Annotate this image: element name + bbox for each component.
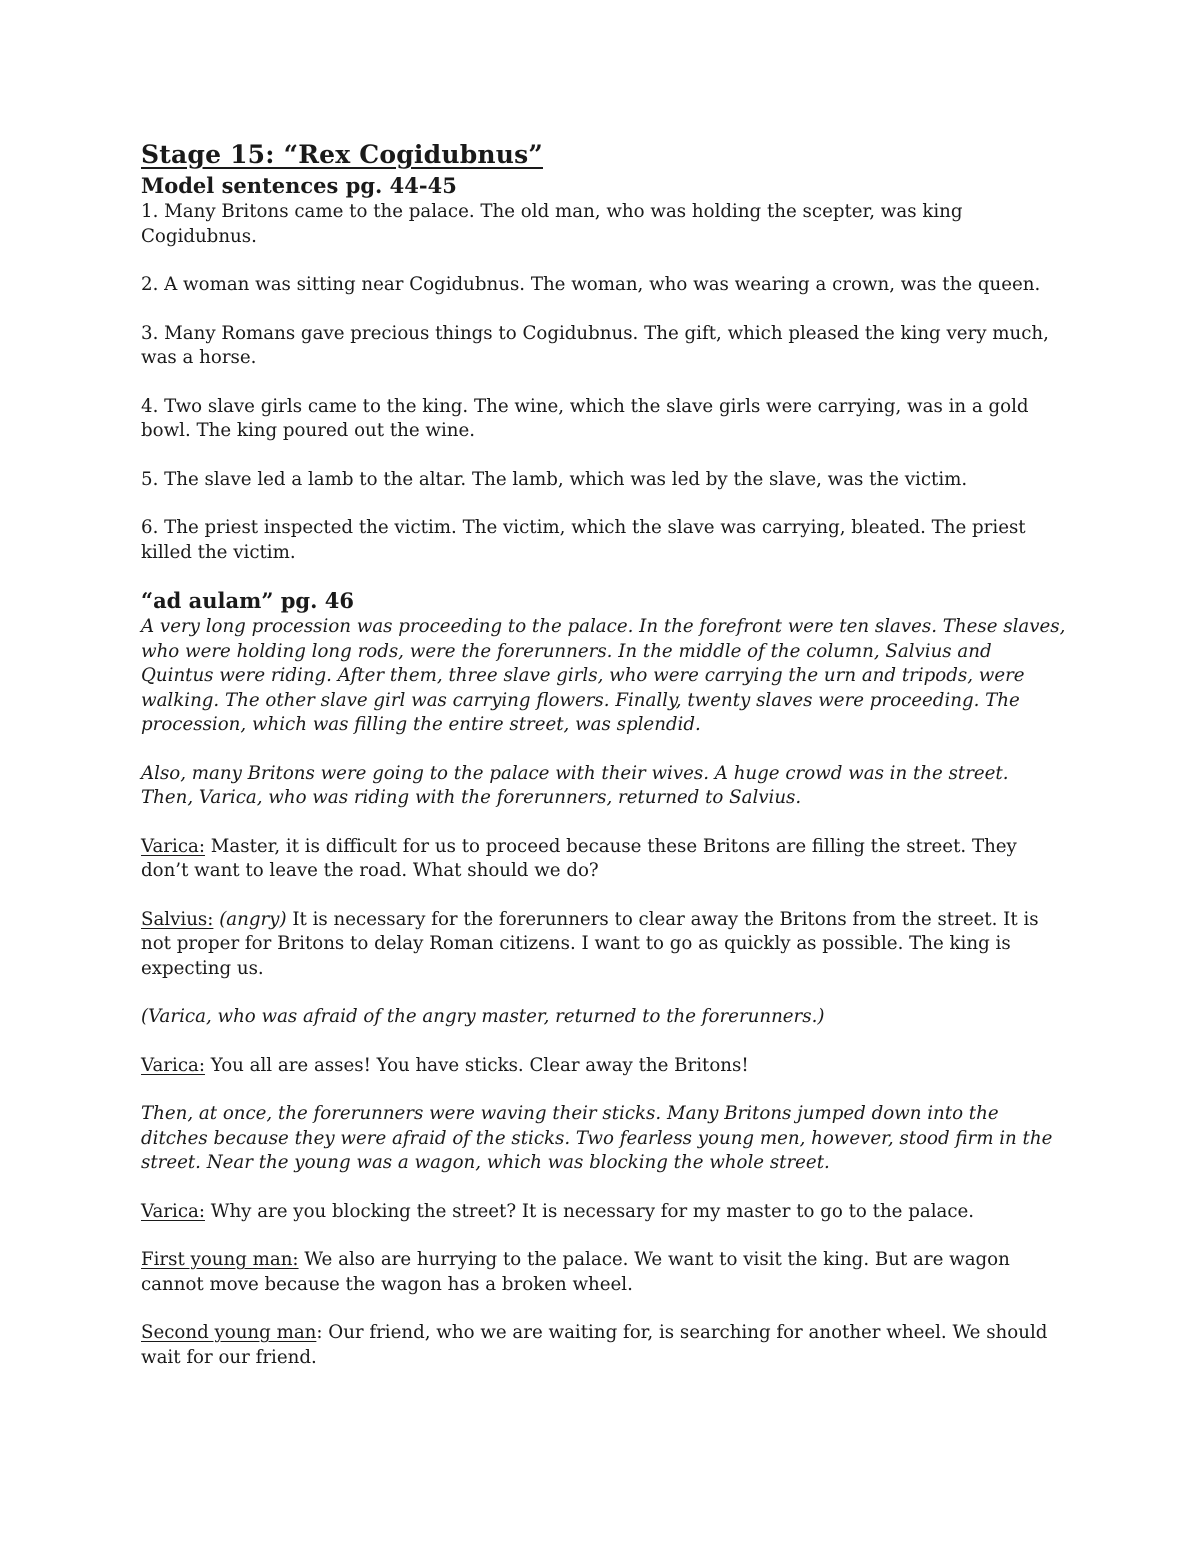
- story-body: [141, 615, 1066, 1370]
- dialogue-line: [141, 1321, 1066, 1370]
- dialogue-text: Why are you blocking the street? It is necessary for my master to go to the palace.: [204, 1200, 975, 1222]
- model-sentence-2: 2. A woman was sitting near Cogidubnus. The woman, who was wearing a crown, was the queen.: [141, 274, 1041, 295]
- narration-paragraph: Also, many Britons were going to the palace with their wives. A huge crowd was in the street. Then, Varica, who was riding with the forerunners, returned to Salvius.: [141, 762, 1009, 808]
- speaker-name: Second young man: [141, 1322, 317, 1343]
- dialogue-text: It is necessary for the forerunners to clear away the Britons from the street. It is not proper for Britons to delay Roman citizens. I want to go as quickly as possible. The king is expecting us.: [141, 908, 1039, 979]
- dialogue-line: [141, 1054, 1066, 1079]
- model-sentence-3: 3. Many Romans gave precious things to Cogidubnus. The gift, which pleased the king very much, was a horse.: [141, 322, 1049, 368]
- page-title: Stage 15: “Rex Cogidubnus”: [141, 140, 543, 169]
- dialogue-line: [141, 835, 1066, 884]
- narration-paragraph: (Varica, who was afraid of the angry master, returned to the forerunners.): [141, 1006, 825, 1027]
- dialogue-line: [141, 1248, 1066, 1297]
- speaker-name: Varica:: [141, 1054, 205, 1076]
- dialogue-line: [141, 908, 1066, 982]
- model-sentence-5: 5. The slave led a lamb to the altar. The lamb, which was led by the slave, was the victim.: [141, 468, 968, 490]
- stage-direction: (angry): [219, 908, 287, 930]
- dialogue-line: [141, 1200, 1066, 1225]
- speaker-name: Varica:: [141, 1200, 205, 1222]
- speaker-name: Salvius:: [141, 908, 214, 930]
- dialogue-text: You all are asses! You have sticks. Clear away the Britons!: [204, 1054, 749, 1076]
- narration-paragraph: A very long procession was proceeding to the palace. In the forefront were ten slaves. These slaves, who were holding long rods, were the forerunners. In the middle of the column, Salvius and Quintus were riding. After them, three slave girls, who were carrying the urn and tripods, were walking. The other slave girl was carrying flowers. Finally, twenty slaves were proceeding. The procession, which was filling the entire street, was splendid.: [141, 616, 1066, 735]
- narration-paragraph: Then, at once, the forerunners were waving their sticks. Many Britons jumped down into the ditches because they were afraid of the sticks. Two fearless young men, however, stood firm in the street. Near the young was a wagon, which was blocking the whole street.: [141, 1103, 1053, 1173]
- speaker-name: First young man:: [141, 1249, 299, 1270]
- model-sentences-list: [141, 200, 1066, 565]
- story-heading: “ad aulam” pg. 46: [141, 588, 354, 613]
- model-sentence-1: 1. Many Britons came to the palace. The old man, who was holding the scepter, was king Cogidubnus.: [141, 201, 963, 247]
- speaker-name: Varica:: [141, 835, 205, 857]
- document-page: [141, 138, 1066, 1370]
- dialogue-text: We also are hurrying to the palace. We want to visit the king. But are wagon cannot move because the wagon has a broken wheel.: [141, 1249, 1010, 1295]
- dialogue-text: Master, it is difficult for us to proceed because these Britons are filling the street. They don’t want to leave the road. What should we do?: [141, 835, 1017, 881]
- model-sentences-heading: Model sentences pg. 44-45: [141, 173, 457, 198]
- dialogue-text: : Our friend, who we are waiting for, is searching for another wheel. We should wait for our friend.: [141, 1322, 1048, 1368]
- model-sentence-6: 6. The priest inspected the victim. The victim, which the slave was carrying, bleated. The priest killed the victim.: [141, 517, 1026, 563]
- model-sentence-4: 4. Two slave girls came to the king. The wine, which the slave girls were carrying, was in a gold bowl. The king poured out the wine.: [141, 395, 1029, 441]
